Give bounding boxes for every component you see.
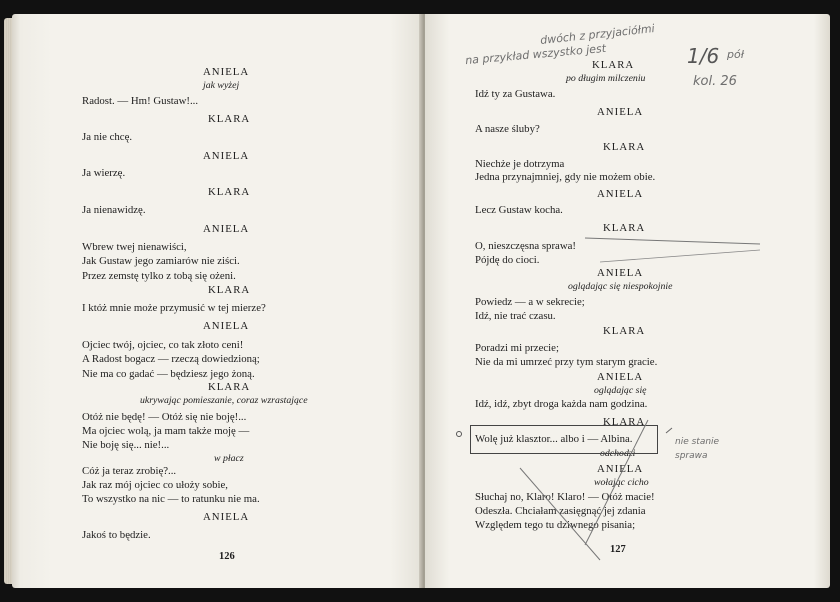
speaker-name: KLARA (208, 284, 251, 296)
verse-line: Ma ojciec wolą, ja mam także moję — (82, 425, 250, 437)
verse-line: Słuchaj no, Klaro! Klaro! — Otóż macie! (475, 491, 655, 503)
speaker-name: KLARA (208, 186, 251, 198)
speaker-name: ANIELA (203, 320, 250, 332)
verse-line: Jak Gustaw jego zamiarów nie ziści. (82, 255, 240, 267)
verse-line: Pójdę do cioci. (475, 254, 540, 266)
pencil-stroke (585, 238, 760, 244)
stage-direction: po długim milczeniu (566, 73, 646, 84)
verse-line: Względem tego tu dziwnego pisania; (475, 519, 636, 531)
speaker-name: KLARA (603, 222, 646, 234)
verse-line: Otóż nie będę! — Otóż się nie boję!... (82, 411, 247, 423)
verse-line: To wszystko na nic — to ratunku nie ma. (82, 493, 260, 505)
pencil-stroke (600, 250, 760, 262)
verse-line: Powiedz — a w sekrecie; (475, 296, 585, 308)
verse-line: Lecz Gustaw kocha. (475, 204, 563, 216)
verse-line: Przez zemstę tylko z tobą się ożeni. (82, 270, 236, 282)
stage-direction: odchodzi (600, 448, 636, 459)
page-number: 127 (610, 544, 626, 555)
verse-line: Cóż ja teraz zrobię?... (82, 465, 177, 477)
pencil-stroke (666, 428, 672, 433)
speaker-name: KLARA (603, 416, 646, 428)
speaker-name: ANIELA (597, 188, 644, 200)
speaker-name: ANIELA (203, 66, 250, 78)
stage-direction: jak wyżej (203, 80, 240, 91)
verse-line: A nasze śluby? (475, 123, 540, 135)
verse-line: Radost. — Hm! Gustaw!... (82, 95, 199, 107)
stage-direction: oglądając się niespokojnie (568, 281, 673, 292)
stage-direction: oglądając się (594, 385, 647, 396)
verse-line: I któż mnie może przymusić w tej mierze? (82, 302, 266, 314)
handwritten-note: kol. 26 (693, 74, 737, 89)
verse-line: Nie ma co gadać — będziesz jego żoną. (82, 368, 255, 380)
stage-direction: w płacz (214, 453, 244, 464)
verse-line: Ja wierzę. (82, 167, 126, 179)
handwritten-note: pół (727, 48, 744, 61)
verse-line: Jakoś to będzie. (82, 529, 151, 541)
page-number: 126 (219, 551, 235, 562)
handwritten-fraction: 1/6 (687, 44, 720, 68)
verse-line: O, nieszczęsna sprawa! (475, 240, 577, 252)
verse-line: Ojciec twój, ojciec, co tak złoto ceni! (82, 339, 244, 351)
stage-direction: wołając cicho (594, 477, 649, 488)
verse-line: A Radost bogacz — rzeczą dowiedzioną; (82, 353, 260, 365)
speaker-name: KLARA (603, 325, 646, 337)
speaker-name: ANIELA (597, 371, 644, 383)
verse-line: Nie boję się... nie!... (82, 439, 170, 451)
verse-line: Poradzi mi przecie; (475, 342, 559, 354)
verse-line: Ja nienawidzę. (82, 204, 146, 216)
margin-note: sprawa (675, 451, 708, 461)
speaker-name: ANIELA (597, 267, 644, 279)
speaker-name: ANIELA (597, 463, 644, 475)
stage-direction: ukrywając pomieszanie, coraz wzrastające (140, 395, 308, 406)
pencil-stroke (520, 468, 600, 560)
verse-line: Idź, idź, zbyt droga każda nam godzina. (475, 398, 648, 410)
speaker-name: ANIELA (203, 150, 250, 162)
speaker-name: ANIELA (597, 106, 644, 118)
verse-line: Wbrew twej nienawiści, (82, 241, 187, 253)
verse-line: Wolę już klasztor... albo i — Albina. (475, 433, 633, 445)
pencil-stroke (585, 420, 648, 545)
verse-line: Nie da mi umrzeć przy tym starym gracie. (475, 356, 658, 368)
speaker-name: KLARA (208, 381, 251, 393)
speaker-name: KLARA (208, 113, 251, 125)
speaker-name: KLARA (592, 59, 635, 71)
verse-line: Jedna przynajmniej, gdy nie możem obie. (475, 171, 656, 183)
verse-line: Idź ty za Gustawa. (475, 88, 556, 100)
verse-line: Ja nie chcę. (82, 131, 133, 143)
handwritten-note: dwóch z przyjaciółmi (539, 22, 656, 47)
pencil-circle (457, 432, 462, 437)
speaker-name: KLARA (603, 141, 646, 153)
handwritten-note: na przykład wszystko jest (464, 41, 607, 68)
margin-note: nie stanie (675, 437, 720, 447)
verse-line: Jak raz mój ojciec co ułoży sobie, (82, 479, 229, 491)
verse-line: Idź, nie trać czasu. (475, 310, 556, 322)
verse-line: Niechże je dotrzyma (475, 158, 565, 170)
verse-line: Odeszła. Chciałam zasięgnąć jej zdania (475, 505, 646, 517)
speaker-name: ANIELA (203, 511, 250, 523)
speaker-name: ANIELA (203, 223, 250, 235)
